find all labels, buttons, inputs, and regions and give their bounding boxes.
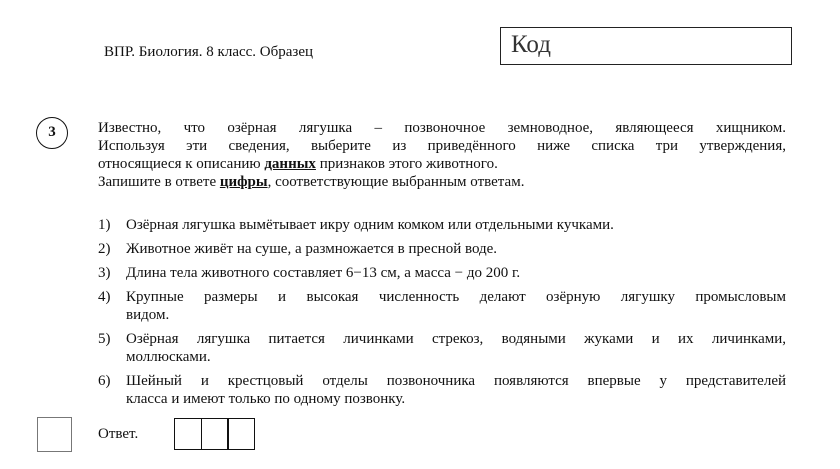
intro-line-2: Используя эти сведения, выберите из приведённого ниже списка три утверждения, [98, 138, 786, 154]
intro-text: признаков этого животного. [315, 156, 498, 172]
option-number: 1) [98, 217, 111, 233]
emphasis-word: данных [264, 156, 316, 172]
intro-text: Запишите в ответе [98, 174, 220, 190]
answer-cells [174, 418, 255, 450]
option-text: класса и имеют только по одному позвонку. [126, 391, 406, 407]
intro-text: , соответствующие выбранным ответам. [267, 174, 525, 190]
code-label: Код [511, 31, 551, 58]
option-number: 3) [98, 265, 111, 281]
option-text: Озёрная лягушка питается личинками стрекоз, водяными жуками и их личинками, [126, 331, 786, 347]
intro-line-4 [98, 173, 786, 191]
option-5 [98, 330, 786, 366]
answer-cell-3[interactable] [227, 418, 255, 450]
question-intro [98, 119, 786, 191]
option-3 [98, 264, 786, 282]
emphasis-word: цифры [219, 174, 268, 190]
option-4 [98, 288, 786, 324]
option-number: 6) [98, 373, 111, 389]
score-box[interactable] [37, 417, 72, 452]
option-number: 4) [98, 289, 111, 305]
intro-line-1: Известно, что озёрная лягушка – позвоночное земноводное, являющееся хищником. [98, 120, 786, 136]
option-1 [98, 216, 786, 234]
option-text: видом. [126, 307, 170, 323]
question-number-badge: 3 [36, 117, 68, 149]
answer-options-list [98, 216, 786, 414]
intro-line-3 [98, 155, 786, 173]
option-text: Длина тела животного составляет 6−13 см, а масса − до 200 г. [126, 265, 521, 281]
option-number: 5) [98, 331, 111, 347]
answer-cell-2[interactable] [201, 418, 229, 450]
code-field[interactable] [500, 27, 792, 65]
option-text: Крупные размеры и высокая численность делают озёрную лягушку промысловым [126, 289, 786, 305]
option-number: 2) [98, 241, 111, 257]
option-2 [98, 240, 786, 258]
intro-text: относящиеся к описанию [98, 156, 265, 172]
option-text: Озёрная лягушка вымётывает икру одним комком или отдельными кучками. [126, 217, 614, 233]
option-text: моллюсками. [126, 349, 211, 365]
option-6 [98, 372, 786, 408]
page-header-title: ВПР. Биология. 8 класс. Образец [104, 44, 314, 60]
option-text: Шейный и крестцовый отделы позвоночника появляются впервые у представителей [126, 373, 786, 389]
answer-label: Ответ. [98, 426, 139, 442]
option-text: Животное живёт на суше, а размножается в пресной воде. [126, 241, 498, 257]
answer-cell-1[interactable] [174, 418, 202, 450]
